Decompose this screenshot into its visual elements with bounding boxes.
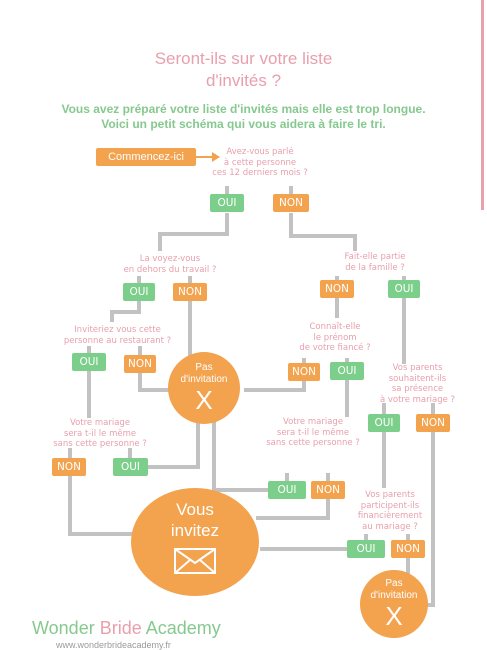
question-2-line: La voyez-vous (139, 254, 201, 264)
no-invitation-line-1: Pas (385, 578, 403, 589)
q5-no-box: NON (288, 363, 320, 381)
q4-no-box: NON (124, 355, 156, 373)
question-9-line: Vos parents (365, 490, 415, 500)
edge-accent-bar (481, 0, 484, 210)
cross-mark-icon: X (195, 385, 213, 415)
brand-part-1: Wonder (32, 618, 100, 638)
question-8-line: Votre mariage (282, 417, 344, 427)
q9-yes-box: OUI (347, 540, 385, 558)
q3-no-box: NON (320, 280, 354, 298)
q5-yes-box: OUI (330, 362, 364, 380)
question-2 (110, 254, 230, 275)
question-5-line: Connaît-elle (309, 322, 361, 332)
question-8-line: sera t-il le même (276, 427, 350, 438)
question-7-line: sans cette personne ? (53, 439, 147, 449)
question-6 (370, 363, 465, 405)
question-7 (45, 418, 155, 450)
question-9 (345, 490, 435, 532)
q8-no-box: NON (311, 481, 345, 499)
q8-yes-box: OUI (268, 481, 306, 499)
q7-no-box: NON (52, 458, 86, 476)
question-6-line: à votre mariage ? (379, 394, 456, 405)
question-1-line: ces 12 derniers mois ? (212, 168, 308, 178)
question-8 (258, 417, 368, 449)
q1-yes-box: OUI (210, 194, 244, 212)
q6-no-box: NON (416, 414, 450, 432)
question-5-line: de votre fiancé ? (299, 343, 371, 353)
q4-yes-box: OUI (72, 353, 106, 371)
question-1-line: Avez-vous parlé (226, 147, 294, 157)
no-invitation-line-1: Pas (195, 362, 213, 373)
question-3-line: Fait-elle partie (344, 252, 406, 262)
question-4-line: personne au restaurant ? (63, 335, 172, 346)
q9-no-box: NON (391, 540, 425, 558)
question-3 (325, 252, 425, 273)
q2-yes-box: OUI (123, 283, 155, 301)
no-invitation-circle (168, 352, 240, 424)
q6-yes-box: OUI (368, 414, 400, 432)
question-6-line: Vos parents (392, 363, 443, 373)
question-7-line: Votre mariage (69, 418, 131, 428)
subtitle-line-2: Voici un petit schéma qui vous aidera à faire le tri. (101, 117, 386, 131)
brand-logo-text (32, 618, 221, 639)
invite-circle (131, 488, 259, 596)
question-9-line: financièrement (357, 511, 423, 521)
start-label: Commencez-ici (96, 148, 196, 166)
question-9-line: au mariage ? (362, 521, 418, 532)
subtitle-line-1: Vous avez préparé votre liste d'invités mais elle est trop longue. (61, 102, 426, 116)
question-3-line: de la famille ? (345, 262, 405, 273)
question-8-line: sans cette personne ? (266, 438, 360, 448)
page-title-line-1: Seront-ils sur votre liste (154, 49, 333, 68)
q3-yes-box: OUI (388, 280, 420, 298)
envelope-icon (174, 548, 216, 574)
question-2-line: en dehors du travail ? (123, 264, 217, 275)
question-4-line: Inviteriez vous cette (74, 325, 161, 335)
question-6-line: souhaitent-ils (388, 373, 447, 384)
q7-yes-box: OUI (113, 458, 148, 476)
cross-mark-icon: X (385, 601, 403, 631)
page-title-line-2: d'invités ? (205, 71, 282, 90)
no-invitation-line-2: d'invitation (370, 590, 418, 601)
question-5 (290, 322, 380, 354)
no-invitation-circle (360, 570, 428, 638)
question-1-line: à cette personne (223, 157, 297, 168)
brand-part-3: Academy (145, 618, 221, 638)
no-invitation-line-2: d'invitation (180, 374, 228, 385)
question-5-line: le prénom (313, 332, 357, 343)
invite-line-1: Vous (176, 500, 214, 519)
question-7-line: sera t-il le même (63, 428, 137, 439)
question-1 (200, 147, 320, 179)
brand-part-2: Bride (99, 618, 146, 638)
q2-no-box: NON (173, 283, 207, 301)
question-9-line: participent-ils (360, 500, 420, 511)
question-4 (55, 325, 180, 346)
q1-no-box: NON (273, 194, 309, 212)
website-url: www.wonderbrideacademy.fr (56, 640, 171, 650)
invite-line-2: invitez (170, 521, 220, 540)
question-6-line: sa présence (391, 384, 444, 394)
